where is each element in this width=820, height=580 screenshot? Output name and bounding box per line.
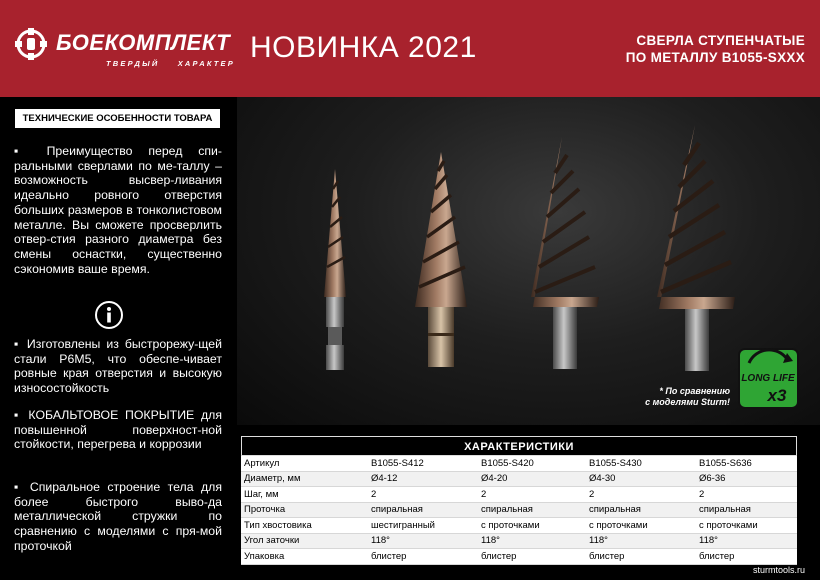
table-row <box>241 549 797 565</box>
drill-s636 <box>657 125 735 371</box>
badge-line1: LONG LIFE <box>741 373 795 384</box>
table-row <box>241 534 797 550</box>
table-row <box>241 487 797 503</box>
headline: НОВИНКА 2021 <box>250 31 477 64</box>
table-cell: 118° <box>589 535 608 547</box>
table-cell: спиральная <box>589 504 641 516</box>
table-cell: B1055-S636 <box>699 457 752 469</box>
product-photo <box>237 97 820 425</box>
table-cell: B1055-S412 <box>371 457 424 469</box>
table-cell: Ø4-12 <box>371 473 398 485</box>
table-cell: блистер <box>699 550 735 562</box>
feature-item: ▪ Преимущество перед спи-ральными сверлами по ме-таллу – возможность высвер-ливания идеально ровного отверстия больших размеров в тонколистовом металле. Вы сможете просверлить отвер-стия разного диаметра без смены оснастки, существенно сэкономив ваше время. <box>14 144 222 276</box>
table-cell: B1055-S420 <box>481 457 534 469</box>
drill-s420 <box>415 152 467 367</box>
table-cell: с проточками <box>589 519 648 531</box>
note-line1: * По сравнению <box>659 386 730 396</box>
badge-line2: x3 <box>767 386 787 405</box>
table-cell: спиральная <box>699 504 751 516</box>
table-cell: Проточка <box>244 504 286 516</box>
drill-s412 <box>324 169 346 370</box>
table-cell: Ø4-20 <box>481 473 508 485</box>
table-cell: 2 <box>371 488 377 500</box>
table-cell: 2 <box>481 488 487 500</box>
table-cell: Артикул <box>244 457 280 469</box>
table-cell: шестигранный <box>371 519 435 531</box>
table-cell: 2 <box>589 488 595 500</box>
feature-item: ▪ Спиральное строение тела для более быстрого выво-да металлической стружки по сравнению с моделями с пря-мой проточкой <box>14 480 222 553</box>
features-title: ТЕХНИЧЕСКИЕ ОСОБЕННОСТИ ТОВАРА <box>15 109 220 128</box>
table-cell: с проточками <box>699 519 758 531</box>
website-link[interactable]: sturmtools.ru <box>752 565 805 575</box>
table-cell: блистер <box>371 550 407 562</box>
product-title <box>626 32 805 66</box>
brand-tagline: ТВЕРДЫЙ ХАРАКТЕР <box>106 59 235 68</box>
drill-s430 <box>531 137 599 369</box>
feature-item: ▪ Изготовлены из быстрорежу-щей стали Р6М5, что обеспе-чивает ровные края отверстия и высокую износостойкость <box>14 337 222 396</box>
brand-logo-icon <box>14 27 48 61</box>
table-cell: 2 <box>699 488 705 500</box>
comparison-note <box>630 386 730 408</box>
table-cell: 118° <box>699 535 718 547</box>
table-cell: с проточками <box>481 519 540 531</box>
table-cell: B1055-S430 <box>589 457 642 469</box>
table-title: ХАРАКТЕРИСТИКИ <box>241 436 797 456</box>
features-panel <box>0 97 237 580</box>
table-cell: Ø4-30 <box>589 473 616 485</box>
table-cell: 118° <box>371 535 390 547</box>
table-row <box>241 472 797 488</box>
table-cell: блистер <box>589 550 625 562</box>
table-cell: спиральная <box>371 504 423 516</box>
table-cell: Ø6-36 <box>699 473 726 485</box>
long-life-badge <box>737 347 800 410</box>
feature-item: ▪ КОБАЛЬТОВОЕ ПОКРЫТИЕ для повышенной поверхност-ной стойкости, перегрева и коррозии <box>14 408 222 452</box>
table-row <box>241 518 797 534</box>
table-cell: Тип хвостовика <box>244 519 312 531</box>
note-line2: с моделями Sturm! <box>645 397 730 407</box>
table-cell: Угол заточки <box>244 535 300 547</box>
product-title-line2: ПО МЕТАЛЛУ B1055-SXXX <box>625 50 805 65</box>
header-banner <box>0 0 820 97</box>
info-icon <box>94 300 124 330</box>
table-row <box>241 503 797 519</box>
product-title-line1: СВЕРЛА СТУПЕНЧАТЫЕ <box>636 33 805 48</box>
step-drills-illustration <box>237 97 820 425</box>
table-cell: блистер <box>481 550 517 562</box>
table-cell: 118° <box>481 535 500 547</box>
table-cell: Шаг, мм <box>244 488 279 500</box>
table-row <box>241 456 797 472</box>
table-cell: спиральная <box>481 504 533 516</box>
spec-table <box>241 436 797 565</box>
brand-name: БОЕКОМПЛЕКТ <box>56 30 231 55</box>
table-cell: Упаковка <box>244 550 285 562</box>
table-cell: Диаметр, мм <box>244 473 301 485</box>
